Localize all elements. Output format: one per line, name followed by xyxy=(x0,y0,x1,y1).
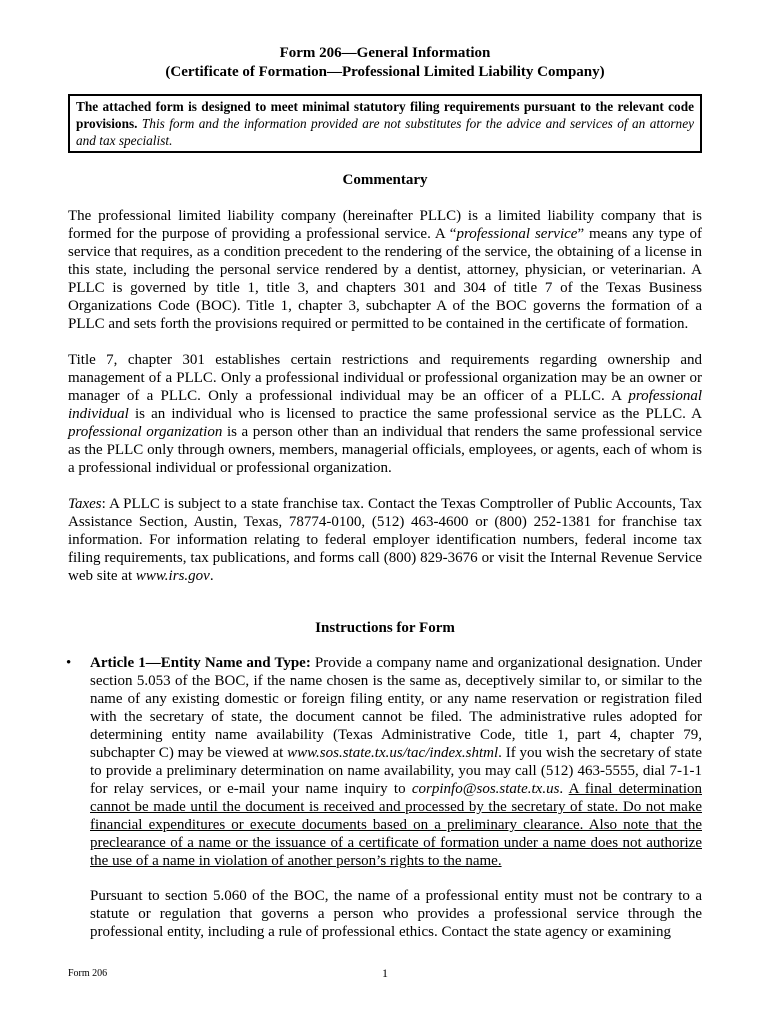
form-title-line1: Form 206—General Information xyxy=(279,45,491,61)
text-run: is an individual who is licensed to practice the same professional service as the PLLC. A xyxy=(128,406,702,422)
commentary-paragraph-1 xyxy=(68,207,702,333)
term-professional-service: professional service xyxy=(456,226,578,242)
corpinfo-email-link[interactable]: corpinfo@sos.state.tx.us xyxy=(411,781,560,797)
commentary-paragraph-2 xyxy=(68,351,702,477)
text-run: . If you wish the secretary of state to provide a preliminary determination on name availability, you may call (512) 463-5555, dial 7-1-1 for relay services, or e-mail your name inquiry to xyxy=(90,745,702,797)
document-page xyxy=(68,44,702,941)
text-run: The professional limited liability company (hereinafter PLLC) is a limited liability company that is formed for the purpose of providing a professional service. A “ xyxy=(68,208,702,242)
article-1-title: Article 1—Entity Name and Type: xyxy=(90,655,311,671)
disclaimer-italic-text: This form and the information provided are not substitutes for the advice and services of an attorney and tax specialist. xyxy=(76,116,695,148)
list-item-article-1 xyxy=(68,654,702,941)
term-professional-individual: professional individual xyxy=(68,388,702,422)
text-run: . xyxy=(209,568,214,584)
instructions-list xyxy=(68,654,702,941)
disclaimer-box xyxy=(68,94,702,153)
text-run: is a person other than an individual that renders the same professional service as the PLLC only through owners, members, managerial officials, employees, or agents, each of whom is a professional individual or professional organization. xyxy=(68,424,702,476)
article-1-paragraph-2: Pursuant to section 5.060 of the BOC, the name of a professional entity must not be contrary to a statute or regulation that governs a person who provides a professional service through the professional entity, including a rule of professional ethics. Contact the state agency or examining xyxy=(90,888,702,940)
irs-website-link[interactable]: www.irs.gov xyxy=(135,568,210,584)
commentary-paragraph-taxes xyxy=(68,495,702,585)
instructions-heading: Instructions for Form xyxy=(315,620,455,636)
tac-website-link[interactable]: www.sos.state.tx.us/tac/index.shtml xyxy=(287,745,499,761)
text-run: . xyxy=(559,781,569,797)
bullet-icon: • xyxy=(66,655,72,671)
taxes-label: Taxes xyxy=(68,496,102,512)
text-run: Provide a company name and organizational designation. Under section 5.053 of the BOC, if the name chosen is the same as, deceptively similar to, or similar to the name of any existing domestic or foreign filing entity, or any name reservation or registration filed with the secretary of state, the document cannot be filed. The administrative rules adopted for determining entity name availability (Texas Administrative Code, title 1, part 4, chapter 79, subchapter C) may be viewed at xyxy=(90,655,702,761)
footer-form-label: Form 206 xyxy=(68,968,108,979)
disclaimer-bold-text: The attached form is designed to meet minimal statutory filing requirements pursuant to the relevant code provisions. xyxy=(76,99,694,131)
form-title xyxy=(68,44,702,82)
final-determination-note: A final determination cannot be made until the document is received and processed by the secretary of state. Do not make financial expenditures or execute documents based on a preliminary clearance. Also note that the preclearance of a name or the issuance of a certificate of formation under a name does not authorize the use of a name in violation of another person’s rights to the name. xyxy=(90,781,702,869)
text-run: : A PLLC is subject to a state franchise tax. Contact the Texas Comptroller of Public Accounts, Tax Assistance Section, Austin, Texas, 78774-0100, (512) 463-4600 or (800) 252-1381 for franchise tax information. For information relating to federal employer identification numbers, federal income tax filing requirements, tax publications, and forms call (800) 829-3676 or visit the Internal Revenue Service web site at xyxy=(68,496,702,584)
commentary-heading: Commentary xyxy=(342,172,428,188)
footer-page-number: 1 xyxy=(382,966,388,980)
text-run: ” means any type of service that requires, as a condition precedent to the rendering of the service, the obtaining of a license in this state, including the personal service rendered by a dentist, attorney, physician, or veterinarian. A PLLC is governed by title 1, title 3, and chapters 301 and 304 of title 7 of the Texas Business Organizations Code (BOC). Title 1, chapter 3, subchapter A of the BOC governs the formation of a PLLC and sets forth the provisions required or permitted to be contained in the certificate of formation. xyxy=(68,226,702,332)
form-title-line2: (Certificate of Formation—Professional Limited Liability Company) xyxy=(165,64,605,80)
text-run: Title 7, chapter 301 establishes certain restrictions and requirements regarding ownership and management of a PLLC. Only a professional individual or professional organization may be an owner or manager of a PLLC. Only a professional individual may be an officer of a PLLC. A xyxy=(68,352,702,404)
term-professional-organization: professional organization xyxy=(68,424,223,440)
article-1-paragraph xyxy=(90,654,702,870)
